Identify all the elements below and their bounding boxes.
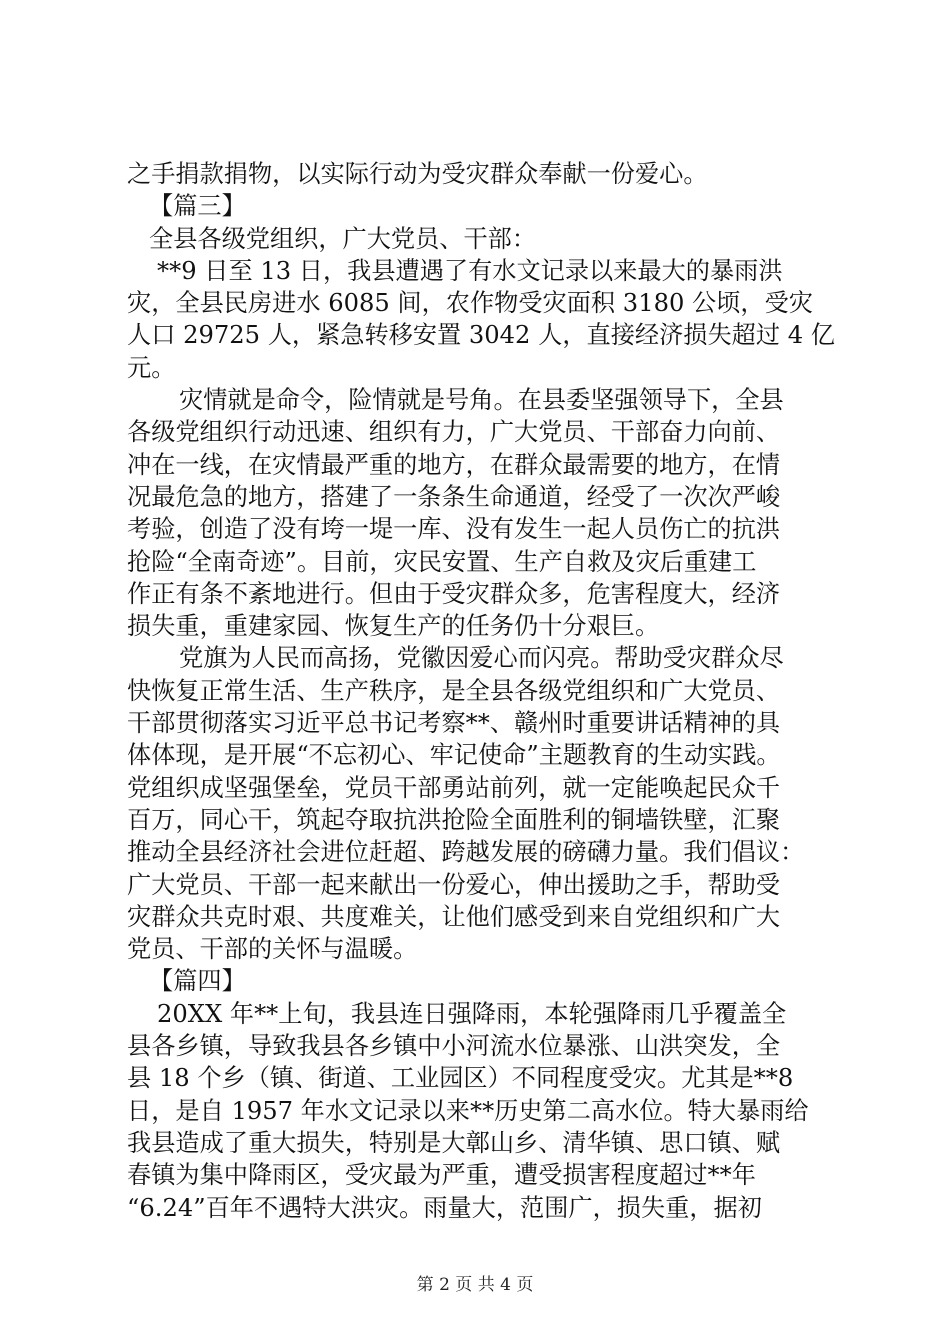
- text-line: 推动全县经济社会进位赶超、跨越发展的磅礴力量。我们倡议：: [127, 838, 805, 867]
- text-line: 作正有条不紊地进行。但由于受灾群众多，危害程度大，经济: [127, 579, 781, 608]
- text-line: 之手捐款捐物，以实际行动为受灾群众奉献一份爱心。: [127, 160, 708, 188]
- section-heading-3: 【篇三】: [149, 192, 246, 221]
- text-line: 县 18 个乡（镇、街道、工业园区）不同程度受灾。尤其是**8: [127, 1064, 794, 1093]
- text-line: 灾群众共克时艰、共度难关，让他们感受到来自党组织和广大: [127, 902, 781, 931]
- text-line: 日，是自 1957 年水文记录以来**历史第二高水位。特大暴雨给: [127, 1096, 809, 1125]
- text-line: 人口 29725 人，紧急转移安置 3042 人，直接经济损失超过 4 亿: [127, 321, 835, 350]
- section-heading-4: 【篇四】: [149, 967, 246, 996]
- text-line: 我县造成了重大损失，特别是大鄣山乡、清华镇、思口镇、赋: [127, 1128, 781, 1157]
- text-line: 况最危急的地方，搭建了一条条生命通道，经受了一次次严峻: [127, 482, 781, 511]
- text-line: 广大党员、干部一起来献出一份爱心，伸出援助之手，帮助受: [127, 870, 781, 899]
- text-line: “6.24”百年不遇特大洪灾。雨量大，范围广，损失重，据初: [127, 1193, 762, 1222]
- page-footer: 第 2 页 共 4 页: [416, 1275, 534, 1295]
- text-line: 党员、干部的关怀与温暖。: [127, 935, 418, 964]
- document-body: [127, 158, 835, 1224]
- text-line: 考验，创造了没有垮一堤一库、没有发生一起人员伤亡的抗洪: [127, 515, 781, 544]
- text-line: 春镇为集中降雨区，受灾最为严重，遭受损害程度超过**年: [127, 1161, 756, 1190]
- text-line: 快恢复正常生活、生产秩序，是全县各级党组织和广大党员、: [127, 676, 781, 705]
- text-line: 各级党组织行动迅速、组织有力，广大党员、干部奋力向前、: [127, 418, 781, 447]
- text-line: 元。: [127, 353, 176, 382]
- text-line: 灾，全县民房进水 6085 间，农作物受灾面积 3180 公顷，受灾: [127, 289, 813, 318]
- text-line: 损失重，重建家园、恢复生产的任务仍十分艰巨。: [127, 612, 660, 641]
- paragraph-start: **9 日至 13 日，我县遭遇了有水文记录以来最大的暴雨洪: [157, 256, 783, 285]
- text-line: 干部贯彻落实习近平总书记考察**、赣州时重要讲话精神的具: [127, 709, 781, 738]
- text-line: 百万，同心干，筑起夺取抗洪抢险全面胜利的铜墙铁壁，汇聚: [127, 805, 781, 834]
- text-line: 县各乡镇，导致我县各乡镇中小河流水位暴涨、山洪突发，全: [127, 1032, 781, 1061]
- paragraph-start: 灾情就是命令，险情就是号角。在县委坚强领导下，全县: [179, 386, 784, 415]
- text-line: 抢险“全南奇迹”。目前，灾民安置、生产自救及灾后重建工: [127, 547, 757, 576]
- text-line: 冲在一线，在灾情最严重的地方，在群众最需要的地方，在情: [127, 450, 781, 479]
- text-line: 党组织成坚强堡垒，党员干部勇站前列，就一定能唤起民众千: [127, 773, 781, 802]
- paragraph-start: 党旗为人民而高扬，党徽因爱心而闪亮。帮助受灾群众尽: [179, 644, 784, 673]
- text-line: 体体现，是开展“不忘初心、牢记使命”主题教育的生动实践。: [127, 741, 781, 770]
- paragraph-start: 20XX 年**上旬，我县连日强降雨，本轮强降雨几乎覆盖全: [157, 999, 787, 1028]
- salutation: 全县各级党组织，广大党员、干部：: [149, 224, 537, 253]
